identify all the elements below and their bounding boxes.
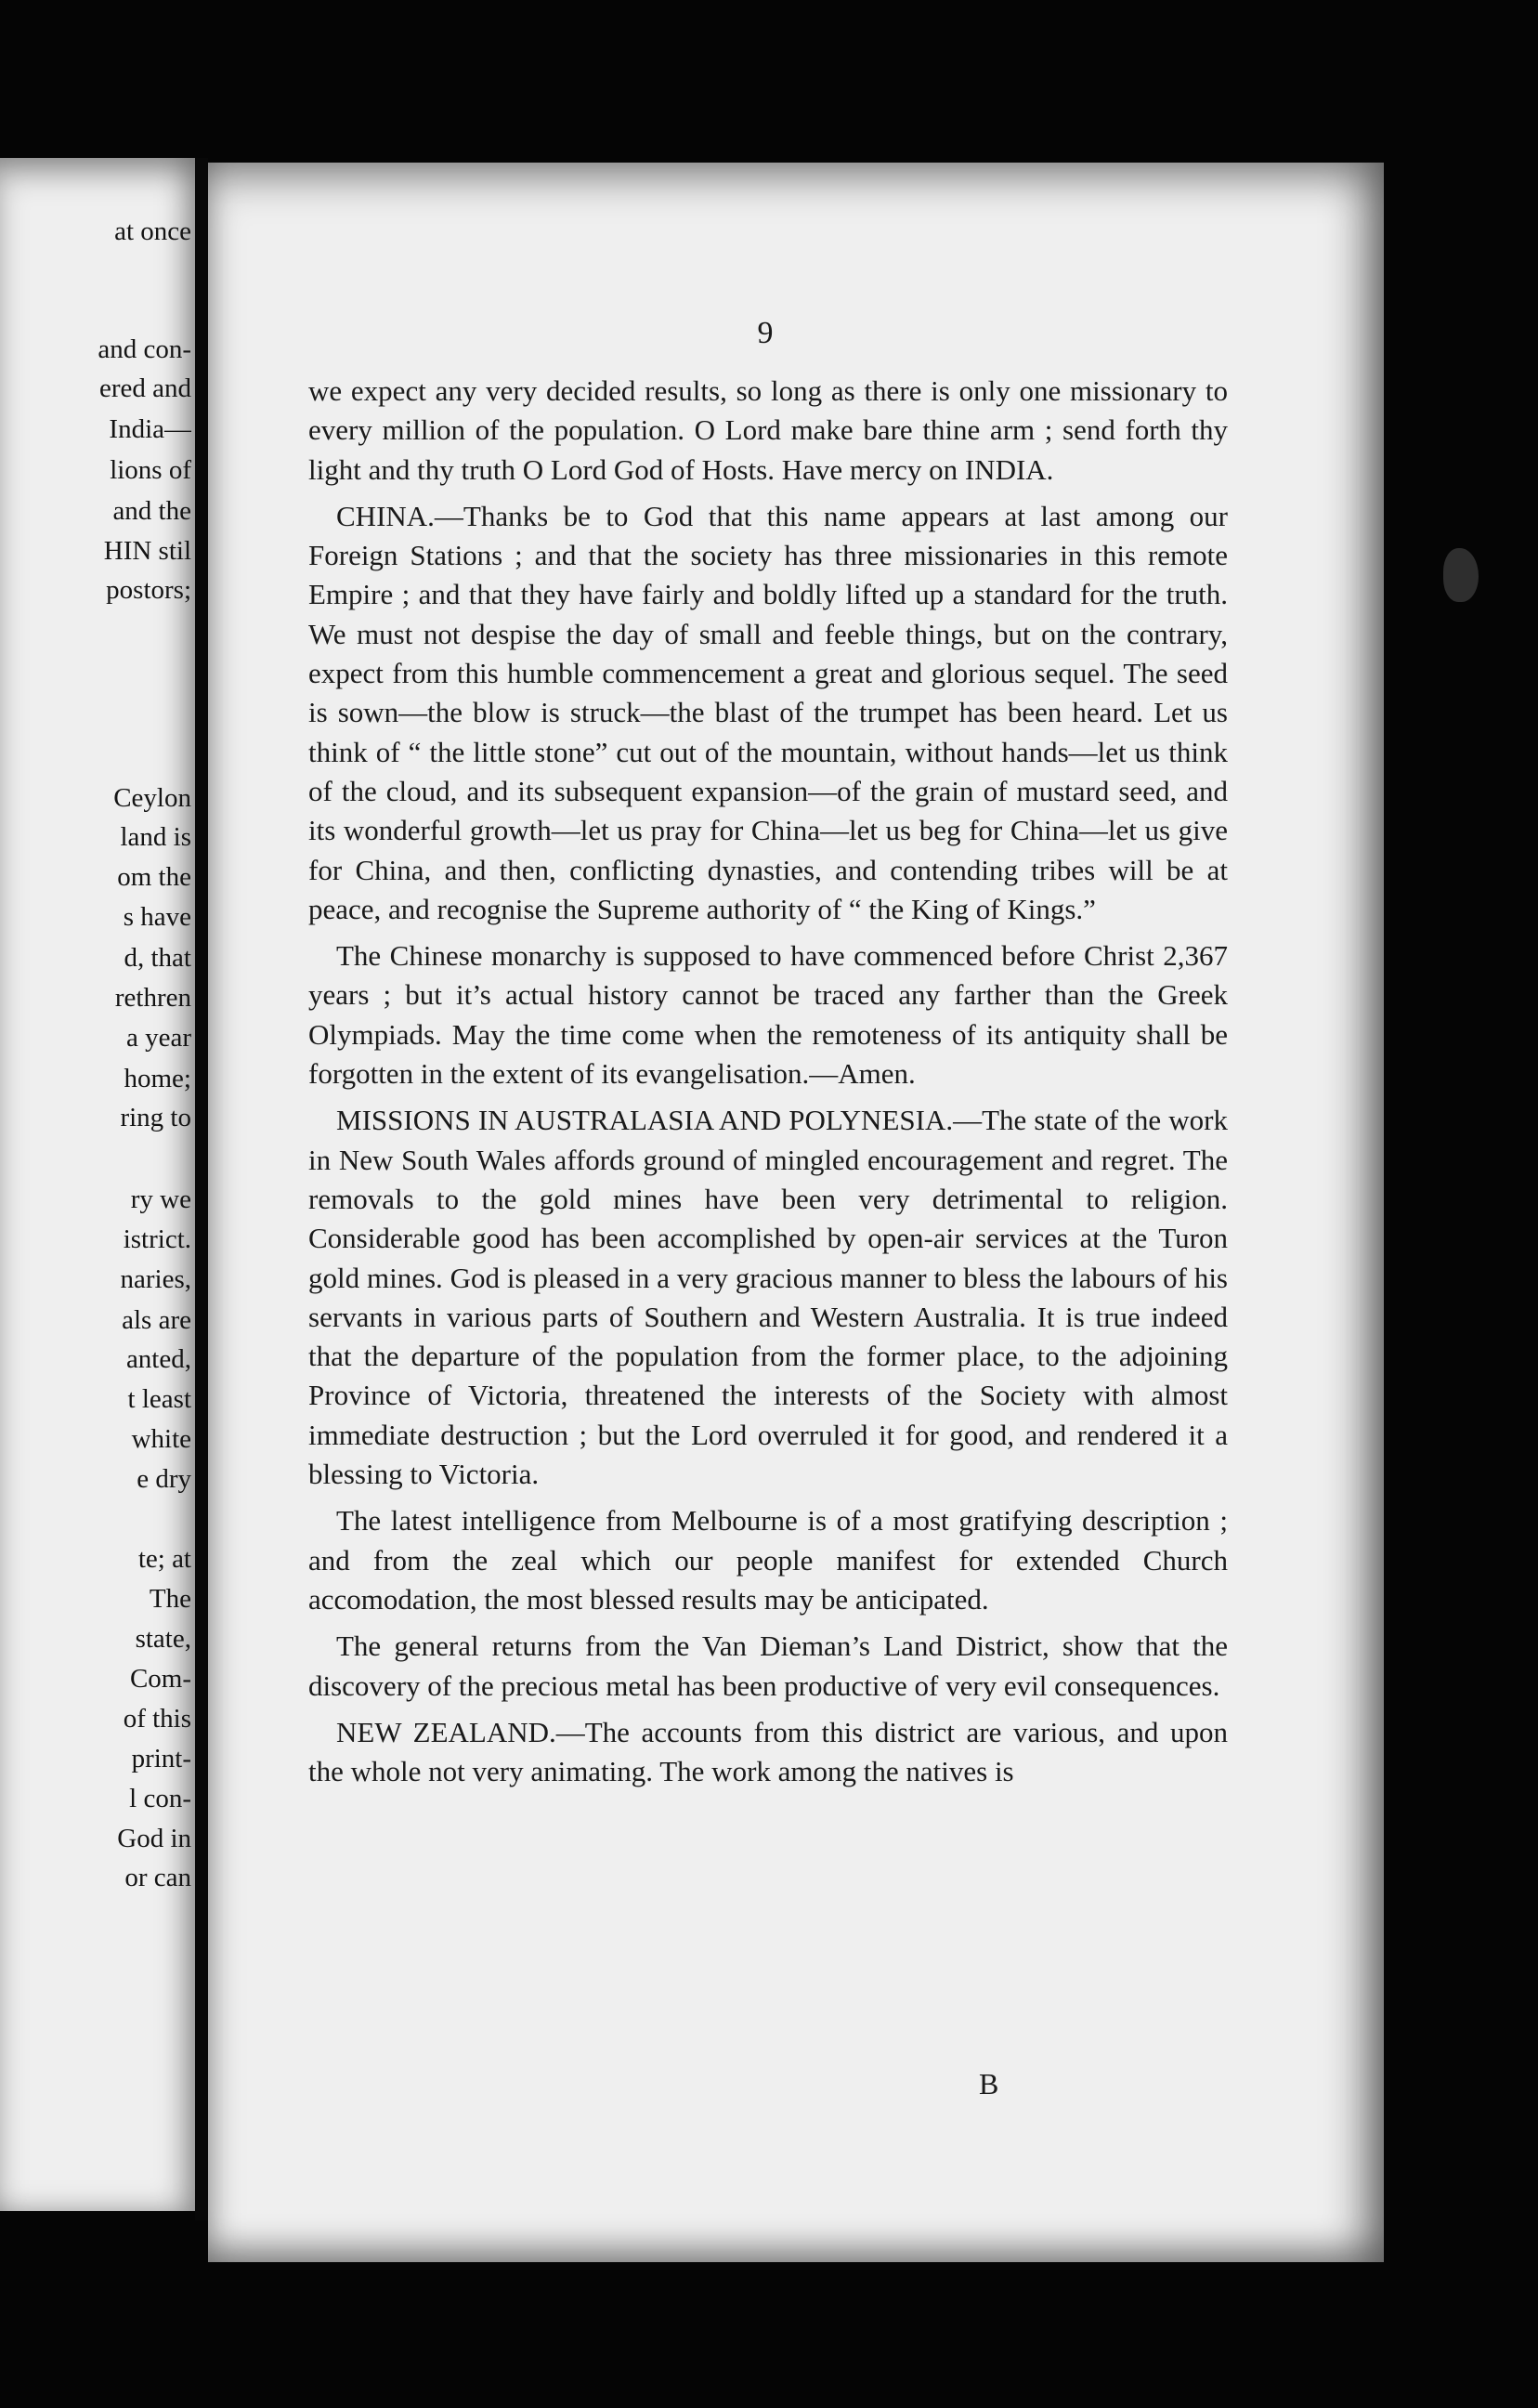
left-page-line: Ceylon xyxy=(113,783,191,813)
left-page-line: HIN stil xyxy=(103,536,191,566)
ink-blot xyxy=(1443,548,1479,602)
paragraph-text: we expect any very decided results, so long as there is only one missionary to every million of the population. O Lord make bare thine arm ; send forth thy light and thy truth O Lord God of Hosts. Have mercy on INDIA. xyxy=(308,374,1228,486)
left-page-line: istrict. xyxy=(123,1224,191,1254)
left-page-line: als are xyxy=(122,1305,191,1335)
right-page xyxy=(208,163,1384,2262)
left-page-line: a year xyxy=(125,1023,191,1053)
section-heading-china: CHINA. xyxy=(336,499,435,532)
left-page-line: postors; xyxy=(106,575,191,605)
left-page-line: God in xyxy=(117,1824,191,1853)
left-page-line: of this xyxy=(123,1704,191,1734)
paragraph-australasia xyxy=(308,1101,1228,1494)
left-page-line: t least xyxy=(127,1384,191,1414)
left-page-line: ry we xyxy=(130,1184,191,1214)
left-page-line: and the xyxy=(112,496,191,526)
paragraph-text: —The accounts from this district are various, and upon the whole not very animating. The work among the natives is xyxy=(308,1715,1228,1788)
left-page-line: ered and xyxy=(98,373,191,403)
left-page-line: anted, xyxy=(125,1344,191,1374)
left-page-line: l con- xyxy=(129,1784,191,1813)
paragraph-text: The Chinese monarchy is supposed to have commenced before Christ 2,367 years ; but it’s actual history cannot be traced any farther than the Greek Olympiads. May the time come when the remoteness of its antiquity shall be forgotten in the extent of its evangelisation.—Amen. xyxy=(308,939,1228,1091)
paragraph-text: The general returns from the Van Dieman’s Land District, show that the discovery of the precious metal has been productive of very evil consequences. xyxy=(308,1629,1228,1702)
paragraph-text: —Thanks be to God that this name appears at last among our Foreign Stations ; and that the society has three missionaries in this remote Empire ; and that they have fairly and boldly lifted up a standard for the truth. We must not despise the day of small and feeble things, but on the contrary, expect from this humble commencement a great and glorious sequel. The seed is sown—the blow is struck—the blast of the trumpet has been heard. Let us think of “ the little stone” cut out of the mountain, without hands—let us think of the cloud, and its subsequent expansion—of the grain of mustard seed, and its wonderful growth—let us pray for China—let us beg for China—let us give for China, and then, conflicting dynasties, and contending tribes will be at peace, and recognise the Supreme authority of “ the King of Kings.” xyxy=(308,499,1228,925)
page-number: 9 xyxy=(757,316,774,350)
section-heading-australasia: MISSIONS IN AUSTRALASIA AND POLYNESIA. xyxy=(336,1104,954,1137)
left-page xyxy=(0,158,202,2211)
left-page-line: lions of xyxy=(110,455,191,485)
left-page-line: Com- xyxy=(129,1664,191,1694)
left-page-line: state, xyxy=(135,1624,191,1654)
left-page-line: at once xyxy=(114,216,191,246)
left-page-line: om the xyxy=(117,862,191,892)
left-page-line: land is xyxy=(120,822,191,852)
paragraph-chinese-monarchy xyxy=(308,936,1228,1093)
paragraph-new-zealand xyxy=(308,1713,1228,1792)
section-heading-new-zealand: NEW ZEALAND. xyxy=(336,1715,556,1748)
left-page-line: e dry xyxy=(137,1464,191,1494)
left-page-line: The xyxy=(149,1584,191,1614)
body-text xyxy=(308,372,1228,1791)
left-page-line: home; xyxy=(124,1064,191,1093)
book-gutter xyxy=(195,158,208,2220)
paragraph-text: The latest intelligence from Melbourne is of a most gratifying description ; and from the zeal which our people manifest for extended Church accomodation, the most blessed results may be anticipated. xyxy=(308,1504,1228,1616)
left-page-line: print- xyxy=(131,1744,191,1773)
left-page-line: white xyxy=(131,1424,191,1454)
left-page-line: te; at xyxy=(137,1544,191,1574)
signature-mark: B xyxy=(979,2067,999,2100)
left-page-line: s have xyxy=(123,902,191,932)
left-page-line: India— xyxy=(109,414,191,444)
left-page-line: and con- xyxy=(98,334,191,364)
left-page-line: naries, xyxy=(120,1264,191,1294)
left-page-line: d, that xyxy=(124,943,191,973)
left-page-line: or can xyxy=(124,1863,191,1892)
paragraph-text: —The state of the work in New South Wales affords ground of mingled encouragement and regret. The removals to the gold mines have been very detrimental to religion. Considerable good has been accomplished by open-air services at the Turon gold mines. God is pleased in a very gracious manner to bless the labours of his servants in various parts of Southern and Western Australia. It is true indeed that the departure of the population from the former place, to the adjoining Province of Victoria, threatened the interests of the Society with almost immediate destruction ; but the Lord overruled it for good, and rendered it a blessing to Victoria. xyxy=(308,1104,1228,1491)
paragraph-melbourne xyxy=(308,1501,1228,1619)
paragraph-india-continued xyxy=(308,372,1228,490)
paragraph-china xyxy=(308,497,1228,929)
left-page-line: rethren xyxy=(114,983,191,1013)
paragraph-van-dieman xyxy=(308,1627,1228,1706)
left-page-line: ring to xyxy=(120,1103,191,1132)
